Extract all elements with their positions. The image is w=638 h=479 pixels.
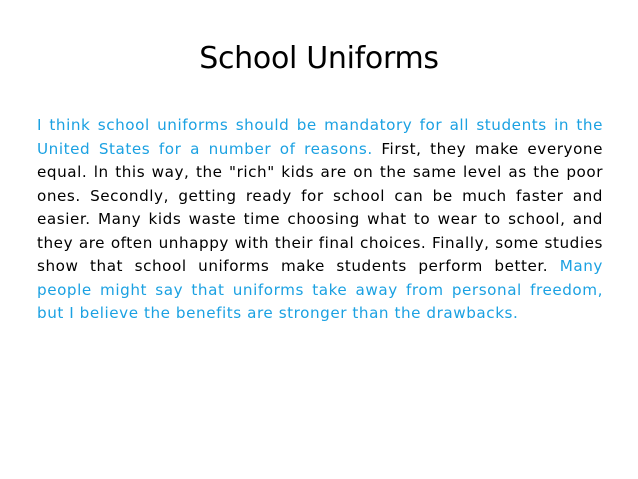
body-paragraph — [37, 114, 603, 326]
slide-title: School Uniforms — [199, 41, 439, 76]
conclusion-sentence: Many people might say that uniforms take away from personal freedom, but I believe the benefits are stronger than the drawbacks. — [37, 257, 603, 322]
supporting-sentences: First, they make everyone equal. ln this way, the "rich" kids are on the same level as the poor ones. Secondly, getting ready for school can be much faster and easier. Many kids waste time choosing what to wear to school, and they are often unhappy with their final choices. Finally, some studies show that school uniforms make students perform better. — [37, 139, 603, 275]
intro-sentence: I think school uniforms should be mandatory for all students in the United States for a number of reasons. — [37, 116, 603, 158]
